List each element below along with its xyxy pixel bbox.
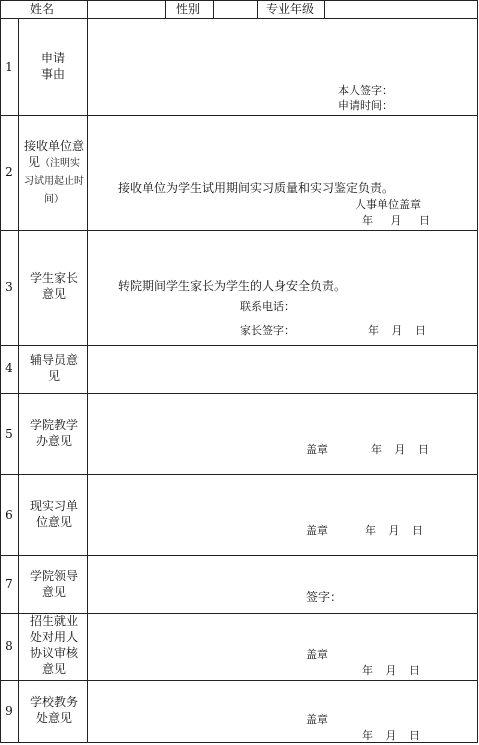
- grid-line: [87, 0, 88, 742]
- date-label: 年 月 日: [368, 324, 426, 337]
- row-number: 9: [5, 704, 13, 718]
- seal-label: 盖章: [306, 443, 328, 456]
- major-grade-label: 专业年级: [266, 2, 315, 16]
- seal-label: 盖章: [306, 648, 328, 661]
- row-number: 5: [5, 427, 13, 441]
- row-number: 6: [5, 508, 13, 522]
- gender-label: 性别: [176, 2, 201, 16]
- leader-sign-label: 签字：: [306, 590, 343, 604]
- major-grade-value-cell[interactable]: [325, 1, 477, 18]
- gender-value-cell[interactable]: [214, 1, 257, 18]
- seal-label: 盖章: [306, 524, 328, 537]
- grid-line: [0, 474, 478, 475]
- date-label: 年 月 日: [362, 214, 430, 227]
- contact-phone-label: 联系电话：: [240, 300, 295, 313]
- row-label-counselor: 辅导员意见: [29, 353, 78, 383]
- row-label-academic-affairs: 学校教务处意见: [29, 695, 78, 725]
- row-label-receiving-unit: [24, 138, 84, 208]
- row-number: 7: [5, 577, 13, 591]
- row-label-teaching-office: 学院教学办意见: [29, 418, 78, 448]
- row-number: 3: [5, 280, 13, 294]
- receiving-unit-statement: 接收单位为学生试用期间实习质量和实习鉴定负责。: [118, 181, 395, 195]
- grid-line: [165, 0, 166, 18]
- grid-line: [0, 230, 478, 231]
- row-label-employment-office: 招生就业处对用人协议审核意见: [29, 614, 78, 676]
- date-label: 年 月 日: [371, 443, 429, 456]
- parent-sign-label: 家长签字：: [240, 324, 295, 337]
- grid-line: [0, 18, 478, 19]
- date-label: 年 月 日: [362, 729, 420, 742]
- row-number: 8: [5, 639, 13, 653]
- grid-line: [0, 555, 478, 556]
- grid-line: [0, 680, 478, 681]
- grid-line: [0, 115, 478, 116]
- row-label-parent: 学生家长意见: [29, 271, 78, 301]
- row-label-college-leader: 学院领导意见: [29, 569, 78, 599]
- applicant-sign-label: 本人签字：: [338, 84, 393, 97]
- grid-line: [257, 0, 258, 18]
- date-label: 年 月 日: [365, 524, 423, 537]
- hr-seal-label: 人事单位盖章: [355, 198, 421, 211]
- row-number: 2: [5, 165, 13, 179]
- grid-line: [477, 0, 478, 742]
- parent-statement: 转院期间学生家长为学生的人身安全负责。: [118, 279, 347, 293]
- application-time-label: 申请时间：: [338, 99, 393, 112]
- row-label-main: 接收单位意见: [24, 139, 85, 169]
- row-number: 4: [5, 361, 13, 375]
- grid-line: [0, 393, 478, 394]
- row-label-reason: 申请事由: [40, 51, 65, 81]
- grid-line: [0, 345, 478, 346]
- name-label: 姓名: [30, 2, 55, 16]
- row-label-note: （注明实习试用起止时间）: [24, 158, 84, 205]
- row-label-current-unit: 现实习单位意见: [29, 499, 78, 529]
- seal-label: 盖章: [306, 713, 328, 726]
- name-value-cell[interactable]: [88, 1, 165, 18]
- row-number: 1: [5, 60, 13, 74]
- grid-line: [18, 18, 19, 742]
- date-label: 年 月 日: [362, 664, 420, 677]
